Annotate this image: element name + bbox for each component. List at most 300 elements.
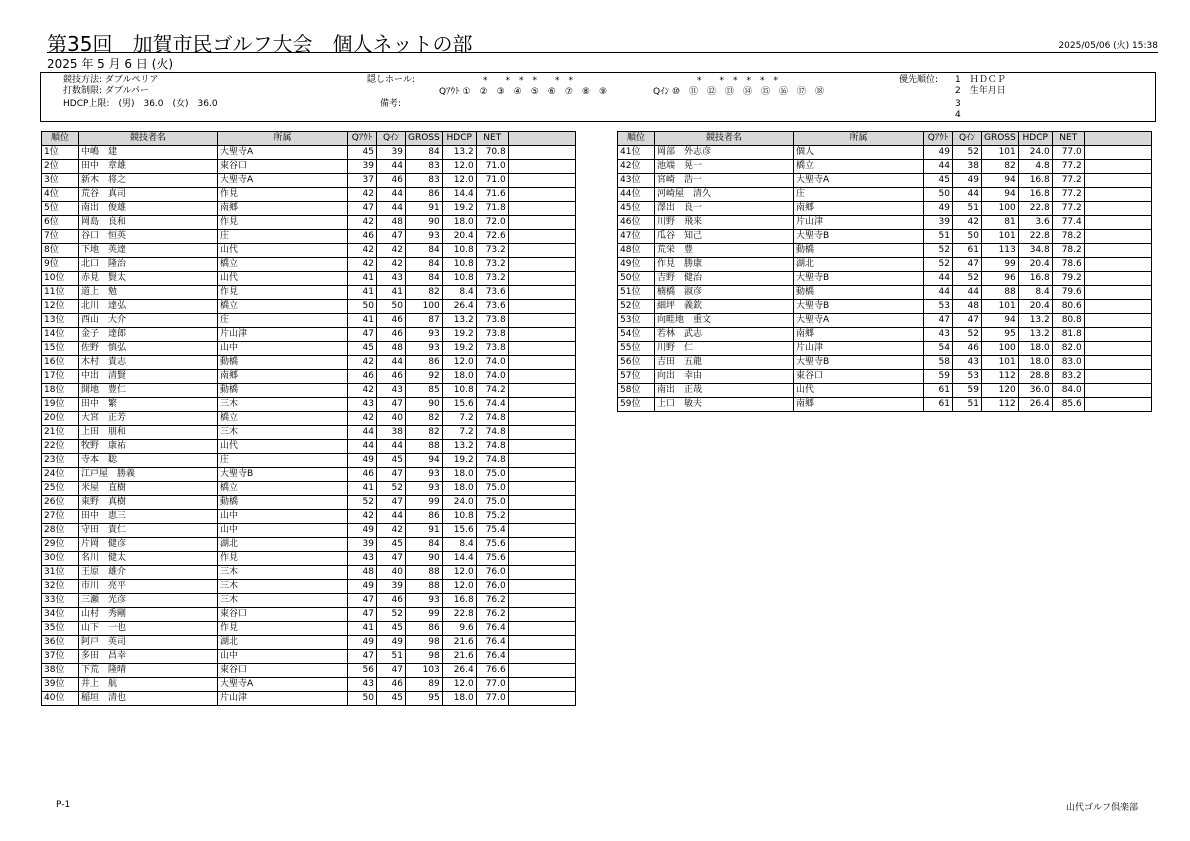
cell-blank: [508, 622, 575, 636]
table-row: [618, 370, 1152, 384]
cell-affiliation: 動橋: [794, 286, 924, 300]
cell-player-name: 片岡 健彦: [79, 538, 218, 552]
cell-out-score: 49: [924, 146, 953, 160]
priority-1: 1 ＨＤＣＰ: [955, 75, 1006, 85]
cell-hdcp: 22.8: [1018, 202, 1052, 216]
cell-out-score: 59: [924, 370, 953, 384]
cell-player-name: 王原 雄介: [79, 566, 218, 580]
cell-out-score: 61: [924, 384, 953, 398]
cell-gross: 96: [982, 272, 1019, 286]
table-row: [42, 300, 576, 314]
cell-rank: 13位: [42, 314, 79, 328]
cell-rank: 37位: [42, 650, 79, 664]
cell-affiliation: 山代: [218, 440, 348, 454]
cell-in-score: 46: [377, 594, 406, 608]
table-row: [618, 230, 1152, 244]
table-row: [42, 356, 576, 370]
cell-player-name: 楠橋 淑彦: [655, 286, 794, 300]
cell-net: 72.6: [476, 230, 508, 244]
cell-affiliation: 動橋: [794, 244, 924, 258]
cell-out-score: 44: [924, 160, 953, 174]
cell-net: 75.4: [476, 524, 508, 538]
table-row: [42, 678, 576, 692]
cell-affiliation: 片山津: [794, 216, 924, 230]
cell-player-name: 川野 飛来: [655, 216, 794, 230]
limit-text: 打数制限: ダブルパー: [63, 86, 149, 96]
remarks-label: 備考:: [380, 99, 402, 109]
cell-net: 73.6: [476, 286, 508, 300]
cell-blank: [508, 174, 575, 188]
cell-net: 76.2: [476, 594, 508, 608]
column-header-out-score: Qｱｳﾄ: [348, 132, 377, 146]
table-row: [618, 356, 1152, 370]
cell-rank: 32位: [42, 580, 79, 594]
cell-net: 77.2: [1052, 160, 1084, 174]
cell-affiliation: 三木: [218, 594, 348, 608]
cell-hdcp: 10.8: [442, 384, 476, 398]
cell-net: 83.0: [1052, 356, 1084, 370]
table-row: [42, 412, 576, 426]
cell-rank: 20位: [42, 412, 79, 426]
cell-in-score: 47: [377, 468, 406, 482]
cell-blank: [1084, 146, 1151, 160]
cell-net: 80.6: [1052, 300, 1084, 314]
table-body: [42, 146, 576, 706]
cell-hdcp: 18.0: [442, 216, 476, 230]
hdcp-limit-text: HDCP上限: (男) 36.0 (女) 36.0: [63, 99, 218, 109]
cell-hdcp: 3.6: [1018, 216, 1052, 230]
table-row: [42, 188, 576, 202]
cell-in-score: 47: [377, 398, 406, 412]
cell-net: 77.0: [476, 678, 508, 692]
cell-rank: 16位: [42, 356, 79, 370]
cell-out-score: 42: [348, 244, 377, 258]
cell-affiliation: 作見: [218, 622, 348, 636]
cell-out-score: 42: [348, 356, 377, 370]
cell-in-score: 44: [953, 188, 982, 202]
table-row: [618, 384, 1152, 398]
cell-hdcp: 28.8: [1018, 370, 1052, 384]
cell-out-score: 44: [924, 286, 953, 300]
club-name: 山代ゴルフ倶楽部: [1065, 803, 1138, 813]
priority-3: 3: [955, 99, 961, 109]
cell-net: 76.6: [476, 664, 508, 678]
cell-in-score: 47: [953, 314, 982, 328]
cell-rank: 51位: [618, 286, 655, 300]
table-body: [618, 146, 1152, 412]
cell-affiliation: 南郷: [794, 328, 924, 342]
cell-blank: [508, 566, 575, 580]
cell-blank: [508, 580, 575, 594]
cell-gross: 100: [982, 202, 1019, 216]
table-row: [42, 524, 576, 538]
cell-net: 76.0: [476, 580, 508, 594]
cell-blank: [1084, 342, 1151, 356]
table-row: [618, 342, 1152, 356]
cell-net: 73.2: [476, 272, 508, 286]
column-header-affiliation: 所属: [794, 132, 924, 146]
cell-in-score: 52: [953, 328, 982, 342]
cell-in-score: 45: [377, 454, 406, 468]
cell-net: 76.4: [476, 636, 508, 650]
cell-blank: [508, 468, 575, 482]
cell-player-name: 澤出 良一: [655, 202, 794, 216]
cell-affiliation: 南郷: [218, 370, 348, 384]
cell-hdcp: 16.8: [1018, 174, 1052, 188]
cell-out-score: 58: [924, 356, 953, 370]
cell-affiliation: 三木: [218, 580, 348, 594]
table-row: [42, 258, 576, 272]
cell-affiliation: 作見: [218, 216, 348, 230]
cell-net: 75.6: [476, 538, 508, 552]
cell-in-score: 59: [953, 384, 982, 398]
cell-blank: [508, 482, 575, 496]
cell-rank: 3位: [42, 174, 79, 188]
cell-in-score: 45: [377, 622, 406, 636]
cell-rank: 29位: [42, 538, 79, 552]
cell-net: 82.0: [1052, 342, 1084, 356]
cell-hdcp: 16.8: [442, 594, 476, 608]
cell-player-name: 西山 大介: [79, 314, 218, 328]
cell-blank: [508, 146, 575, 160]
cell-player-name: 多田 昌幸: [79, 650, 218, 664]
cell-blank: [1084, 188, 1151, 202]
cell-out-score: 50: [924, 188, 953, 202]
cell-rank: 15位: [42, 342, 79, 356]
cell-blank: [508, 552, 575, 566]
cell-hdcp: 10.8: [442, 510, 476, 524]
cell-blank: [508, 384, 575, 398]
table-row: [618, 174, 1152, 188]
cell-hdcp: 19.2: [442, 454, 476, 468]
cell-affiliation: 片山津: [218, 692, 348, 706]
cell-affiliation: 片山津: [794, 342, 924, 356]
cell-in-score: 38: [953, 160, 982, 174]
cell-net: 75.0: [476, 468, 508, 482]
table-row: [42, 482, 576, 496]
table-row: [42, 608, 576, 622]
cell-in-score: 49: [377, 636, 406, 650]
cell-player-name: 岡部 外志彦: [655, 146, 794, 160]
cell-blank: [508, 678, 575, 692]
cell-hdcp: 13.2: [442, 440, 476, 454]
cell-player-name: 宮崎 浩一: [655, 174, 794, 188]
cell-out-score: 49: [348, 636, 377, 650]
cell-out-score: 54: [924, 342, 953, 356]
cell-hdcp: 18.0: [1018, 342, 1052, 356]
cell-gross: 112: [982, 398, 1019, 412]
cell-player-name: 開地 豊仁: [79, 384, 218, 398]
cell-net: 77.0: [476, 692, 508, 706]
cell-player-name: 赤見 賢太: [79, 272, 218, 286]
cell-hdcp: 9.6: [442, 622, 476, 636]
cell-hdcp: 12.0: [442, 566, 476, 580]
cell-in-score: 44: [377, 202, 406, 216]
cell-out-score: 43: [348, 398, 377, 412]
table-row: [42, 454, 576, 468]
cell-net: 75.6: [476, 552, 508, 566]
cell-out-score: 52: [924, 258, 953, 272]
cell-affiliation: 動橋: [218, 356, 348, 370]
cell-gross: 101: [982, 300, 1019, 314]
cell-net: 77.0: [1052, 146, 1084, 160]
cell-player-name: 阿戸 英司: [79, 636, 218, 650]
cell-gross: 81: [982, 216, 1019, 230]
table-row: [42, 216, 576, 230]
cell-out-score: 47: [348, 594, 377, 608]
cell-affiliation: 湖北: [218, 538, 348, 552]
cell-blank: [508, 664, 575, 678]
cell-player-name: 田中 繁: [79, 398, 218, 412]
cell-gross: 84: [406, 538, 443, 552]
cell-hdcp: 15.6: [442, 524, 476, 538]
cell-in-score: 44: [377, 440, 406, 454]
cell-hdcp: 14.4: [442, 188, 476, 202]
cell-hdcp: 19.2: [442, 328, 476, 342]
table-header-row: [42, 132, 576, 146]
table-row: [42, 566, 576, 580]
cell-gross: 84: [406, 244, 443, 258]
cell-affiliation: 庄: [218, 454, 348, 468]
table-row: [42, 286, 576, 300]
cell-rank: 10位: [42, 272, 79, 286]
cell-player-name: 名川 健太: [79, 552, 218, 566]
cell-net: 74.8: [476, 440, 508, 454]
cell-in-score: 51: [377, 650, 406, 664]
cell-rank: 54位: [618, 328, 655, 342]
cell-affiliation: 動橋: [218, 496, 348, 510]
cell-rank: 56位: [618, 356, 655, 370]
cell-affiliation: 庄: [218, 314, 348, 328]
column-header-affiliation: 所属: [218, 132, 348, 146]
cell-player-name: 佐野 慎弘: [79, 342, 218, 356]
printed-timestamp: 2025/05/06 (火) 15:38: [1058, 41, 1158, 51]
cell-in-score: 51: [953, 202, 982, 216]
cell-out-score: 47: [348, 202, 377, 216]
cell-hdcp: 24.0: [442, 496, 476, 510]
cell-out-score: 41: [348, 622, 377, 636]
cell-rank: 12位: [42, 300, 79, 314]
table-row: [42, 202, 576, 216]
cell-affiliation: 三木: [218, 566, 348, 580]
cell-gross: 91: [406, 524, 443, 538]
cell-hdcp: 12.0: [442, 678, 476, 692]
cell-affiliation: 山代: [794, 384, 924, 398]
cell-player-name: 山下 一也: [79, 622, 218, 636]
cell-hdcp: 10.8: [442, 272, 476, 286]
table-row: [42, 160, 576, 174]
cell-gross: 94: [982, 188, 1019, 202]
cell-affiliation: 大聖寺B: [794, 230, 924, 244]
cell-gross: 86: [406, 622, 443, 636]
cell-gross: 93: [406, 594, 443, 608]
cell-rank: 55位: [618, 342, 655, 356]
column-header-gross: GROSS: [982, 132, 1019, 146]
cell-hdcp: 21.6: [442, 636, 476, 650]
cell-in-score: 48: [377, 216, 406, 230]
cell-gross: 88: [406, 580, 443, 594]
cell-hdcp: 14.4: [442, 552, 476, 566]
column-header-in-score: Qｲﾝ: [953, 132, 982, 146]
cell-blank: [1084, 202, 1151, 216]
cell-player-name: 川野 仁: [655, 342, 794, 356]
table-row: [42, 314, 576, 328]
column-header-player-name: 競技者名: [79, 132, 218, 146]
cell-hdcp: 20.4: [442, 230, 476, 244]
cell-hdcp: 16.8: [1018, 272, 1052, 286]
cell-player-name: 下地 英達: [79, 244, 218, 258]
cell-player-name: 下荒 隆晴: [79, 664, 218, 678]
cell-out-score: 42: [348, 216, 377, 230]
column-header-player-name: 競技者名: [655, 132, 794, 146]
cell-rank: 17位: [42, 370, 79, 384]
cell-player-name: 向出 幸由: [655, 370, 794, 384]
table-row: [618, 146, 1152, 160]
cell-blank: [1084, 230, 1151, 244]
cell-in-score: 47: [377, 496, 406, 510]
cell-player-name: 瓜谷 知己: [655, 230, 794, 244]
cell-affiliation: 個人: [794, 146, 924, 160]
cell-gross: 82: [406, 412, 443, 426]
cell-out-score: 46: [348, 468, 377, 482]
cell-blank: [508, 370, 575, 384]
cell-gross: 88: [406, 440, 443, 454]
cell-hdcp: 12.0: [442, 160, 476, 174]
cell-out-score: 61: [924, 398, 953, 412]
cell-gross: 93: [406, 328, 443, 342]
cell-affiliation: 湖北: [794, 258, 924, 272]
cell-in-score: 52: [953, 272, 982, 286]
cell-hdcp: 16.8: [1018, 188, 1052, 202]
cell-gross: 94: [406, 454, 443, 468]
cell-out-score: 47: [348, 608, 377, 622]
cell-in-score: 45: [377, 538, 406, 552]
cell-blank: [508, 650, 575, 664]
cell-net: 75.0: [476, 496, 508, 510]
cell-out-score: 41: [348, 272, 377, 286]
cell-net: 71.8: [476, 202, 508, 216]
cell-out-score: 48: [348, 566, 377, 580]
table-row: [618, 160, 1152, 174]
cell-player-name: 池端 晃一: [655, 160, 794, 174]
cell-blank: [508, 524, 575, 538]
table-row: [618, 244, 1152, 258]
cell-blank: [508, 160, 575, 174]
cell-rank: 59位: [618, 398, 655, 412]
cell-net: 73.2: [476, 244, 508, 258]
cell-net: 80.8: [1052, 314, 1084, 328]
cell-rank: 9位: [42, 258, 79, 272]
cell-player-name: 田中 恵三: [79, 510, 218, 524]
table-row: [618, 216, 1152, 230]
cell-in-score: 45: [377, 692, 406, 706]
results-table-right: [617, 131, 1152, 412]
cell-net: 71.6: [476, 188, 508, 202]
cell-out-score: 43: [924, 328, 953, 342]
cell-player-name: 稲垣 清也: [79, 692, 218, 706]
cell-player-name: 市川 亮平: [79, 580, 218, 594]
cell-net: 73.8: [476, 328, 508, 342]
cell-affiliation: 大聖寺A: [794, 174, 924, 188]
cell-gross: 99: [982, 258, 1019, 272]
out-hidden-stars: * * * * * *: [483, 76, 574, 86]
column-header-blank: [508, 132, 575, 146]
cell-rank: 49位: [618, 258, 655, 272]
cell-affiliation: 橋立: [218, 482, 348, 496]
cell-blank: [508, 328, 575, 342]
cell-in-score: 47: [953, 258, 982, 272]
table-row: [42, 398, 576, 412]
cell-blank: [508, 454, 575, 468]
table-row: [42, 384, 576, 398]
cell-rank: 5位: [42, 202, 79, 216]
table-row: [42, 692, 576, 706]
cell-player-name: 作見 勝康: [655, 258, 794, 272]
cell-net: 76.4: [476, 622, 508, 636]
cell-out-score: 45: [348, 146, 377, 160]
cell-rank: 39位: [42, 678, 79, 692]
cell-in-score: 42: [953, 216, 982, 230]
cell-player-name: 南出 俊雄: [79, 202, 218, 216]
cell-net: 74.0: [476, 370, 508, 384]
cell-blank: [1084, 286, 1151, 300]
cell-gross: 84: [406, 146, 443, 160]
cell-player-name: 北口 隆治: [79, 258, 218, 272]
cell-out-score: 47: [924, 314, 953, 328]
cell-in-score: 49: [953, 174, 982, 188]
cell-net: 78.2: [1052, 244, 1084, 258]
cell-affiliation: 三木: [218, 398, 348, 412]
cell-gross: 100: [406, 300, 443, 314]
table-row: [618, 314, 1152, 328]
cell-blank: [508, 608, 575, 622]
cell-rank: 4位: [42, 188, 79, 202]
cell-in-score: 46: [377, 370, 406, 384]
cell-affiliation: 山中: [218, 650, 348, 664]
cell-player-name: 上田 朋和: [79, 426, 218, 440]
cell-net: 74.0: [476, 356, 508, 370]
cell-hdcp: 34.8: [1018, 244, 1052, 258]
cell-affiliation: 湖北: [218, 636, 348, 650]
cell-out-score: 51: [924, 230, 953, 244]
cell-affiliation: 作見: [218, 552, 348, 566]
cell-rank: 30位: [42, 552, 79, 566]
cell-in-score: 46: [377, 314, 406, 328]
table-row: [618, 286, 1152, 300]
cell-in-score: 52: [953, 146, 982, 160]
cell-in-score: 46: [953, 342, 982, 356]
cell-hdcp: 12.0: [442, 356, 476, 370]
cell-net: 75.0: [476, 482, 508, 496]
cell-hdcp: 8.4: [442, 286, 476, 300]
cell-blank: [508, 216, 575, 230]
cell-player-name: 細坪 義欽: [655, 300, 794, 314]
cell-gross: 87: [406, 314, 443, 328]
cell-rank: 19位: [42, 398, 79, 412]
cell-affiliation: 大聖寺A: [218, 146, 348, 160]
cell-gross: 89: [406, 678, 443, 692]
cell-rank: 25位: [42, 482, 79, 496]
cell-net: 75.2: [476, 510, 508, 524]
cell-affiliation: 三木: [218, 426, 348, 440]
cell-hdcp: 12.0: [442, 580, 476, 594]
cell-blank: [508, 496, 575, 510]
cell-in-score: 43: [377, 272, 406, 286]
table-row: [42, 552, 576, 566]
cell-in-score: 47: [377, 230, 406, 244]
cell-gross: 93: [406, 230, 443, 244]
cell-blank: [508, 272, 575, 286]
